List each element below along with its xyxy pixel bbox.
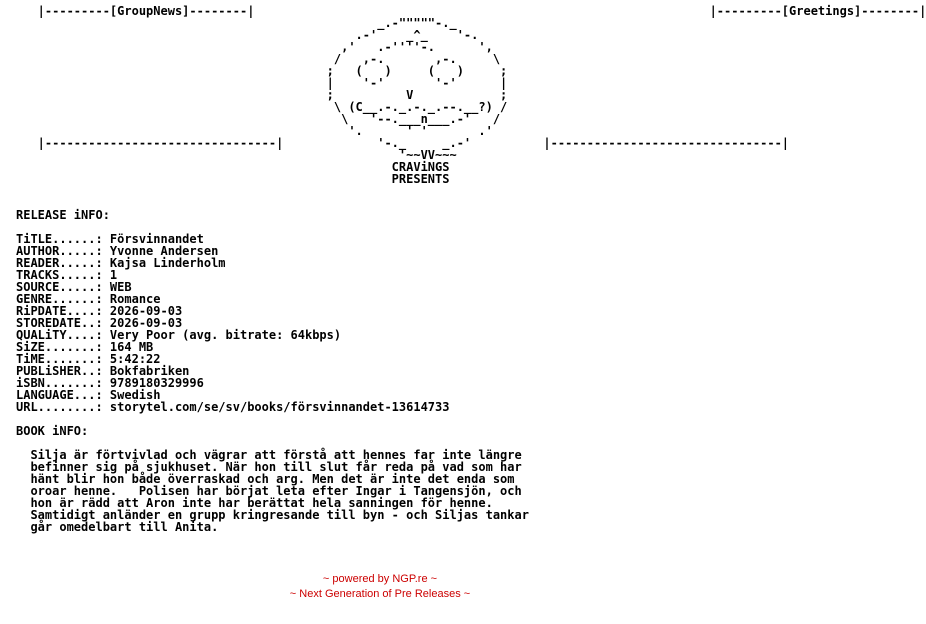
footer-powered-by-link[interactable] — [0, 572, 760, 587]
footer-tagline: ~ Next Generation of Pre Releases ~ — [289, 588, 471, 600]
nfo-text: |---------[GroupNews]--------| |---------[Greetings]--------| _.-"""""-._ .-' _^_ '-. ,' .-''''-. ', / ,-. ,-. \ ; ( ) ( ) ; | '-' '-' | ; V ; \ (C__.-._.-._.--.__?) / \ '--.___n___.-' / '. ' ' .' |--------------------------------| '-._ _.-' |--------------------------------| '~~VV~~~ CRAViNGS PRESENTS RELEASE iNFO: TiTLE......: Försvinnandet AUTHOR.....: Yvonne Andersen READER.....: Kajsa Linderholm TRACKS.....: 1 SOURCE.....: WEB GENRE......: Romance RiPDATE....: 2026-09-03 STOREDATE..: 2026-09-03 QUALiTY....: Very Poor (avg. bitrate: 64kbps) SiZE.......: 164 MB TiME.......: 5:42:22 PUBLiSHER..: Bokfabriken iSBN.......: 9789180329996 LANGUAGE...: Swedish URL........: storytel.com/se/sv/books/försvinnandet-13614733 BOOK iNFO: Silja är förtvivlad och vägrar att förstå att hennes far inte längre befinner sig på sjukhuset. När hon till slut får reda på vad som har hänt blir hon både överraskad och arg. Men det är inte det enda som oroar henne. Polisen har börjat leta efter Ingar i Tangensjön, och hon är rädd att Aron inte har berättat hela sanningen för henne. Samtidigt anländer en grupp kringresande till byn - och Siljas tankar går omedelbart till Anita. — [16, 4, 926, 534]
footer-powered-by-text[interactable]: ~ powered by NGP.re ~ — [322, 573, 438, 585]
footer — [0, 572, 760, 602]
